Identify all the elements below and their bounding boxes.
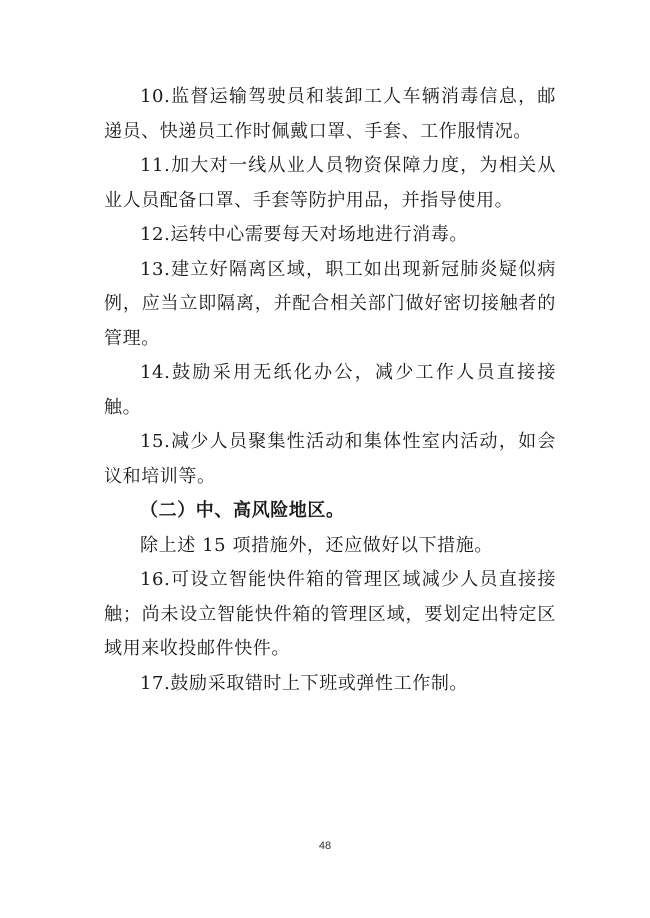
paragraph-item-12: 12.运转中心需要每天对场地进行消毒。: [140, 224, 469, 245]
paragraph-item-14: 14.鼓励采用无纸化办公，减少工作人员直接接触。: [104, 362, 556, 418]
paragraph-item-13: 13.建立好隔离区域，职工如出现新冠肺炎疑似病例，应当立即隔离，并配合相关部门做好密切接触者的管理。: [104, 258, 556, 349]
paragraph-item-11: 11.加大对一线从业人员物资保障力度，为相关从业人员配备口罩、手套等防护用品，并指导使用。: [104, 155, 556, 211]
paragraph-item-15: 15.减少人员聚集性活动和集体性室内活动，如会议和培训等。: [104, 431, 556, 487]
document-body: [104, 80, 556, 701]
paragraph-intro: 除上述 15 项措施外，还应做好以下措施。: [140, 534, 493, 556]
paragraph-item-10: 10.监督运输驾驶员和装卸工人车辆消毒信息，邮递员、快递员工作时佩戴口罩、手套、工作服情况。: [104, 86, 556, 142]
paragraph-item-17: 17.鼓励采取错时上下班或弹性工作制。: [140, 672, 469, 694]
page-number: 48: [318, 840, 332, 852]
section-heading: （二）中、高风险地区。: [140, 500, 345, 521]
paragraph-item-16: 16.可设立智能快件箱的管理区域减少人员直接接触；尚未设立智能快件箱的管理区域，要划定出特定区域用来收投邮件快件。: [104, 569, 556, 659]
